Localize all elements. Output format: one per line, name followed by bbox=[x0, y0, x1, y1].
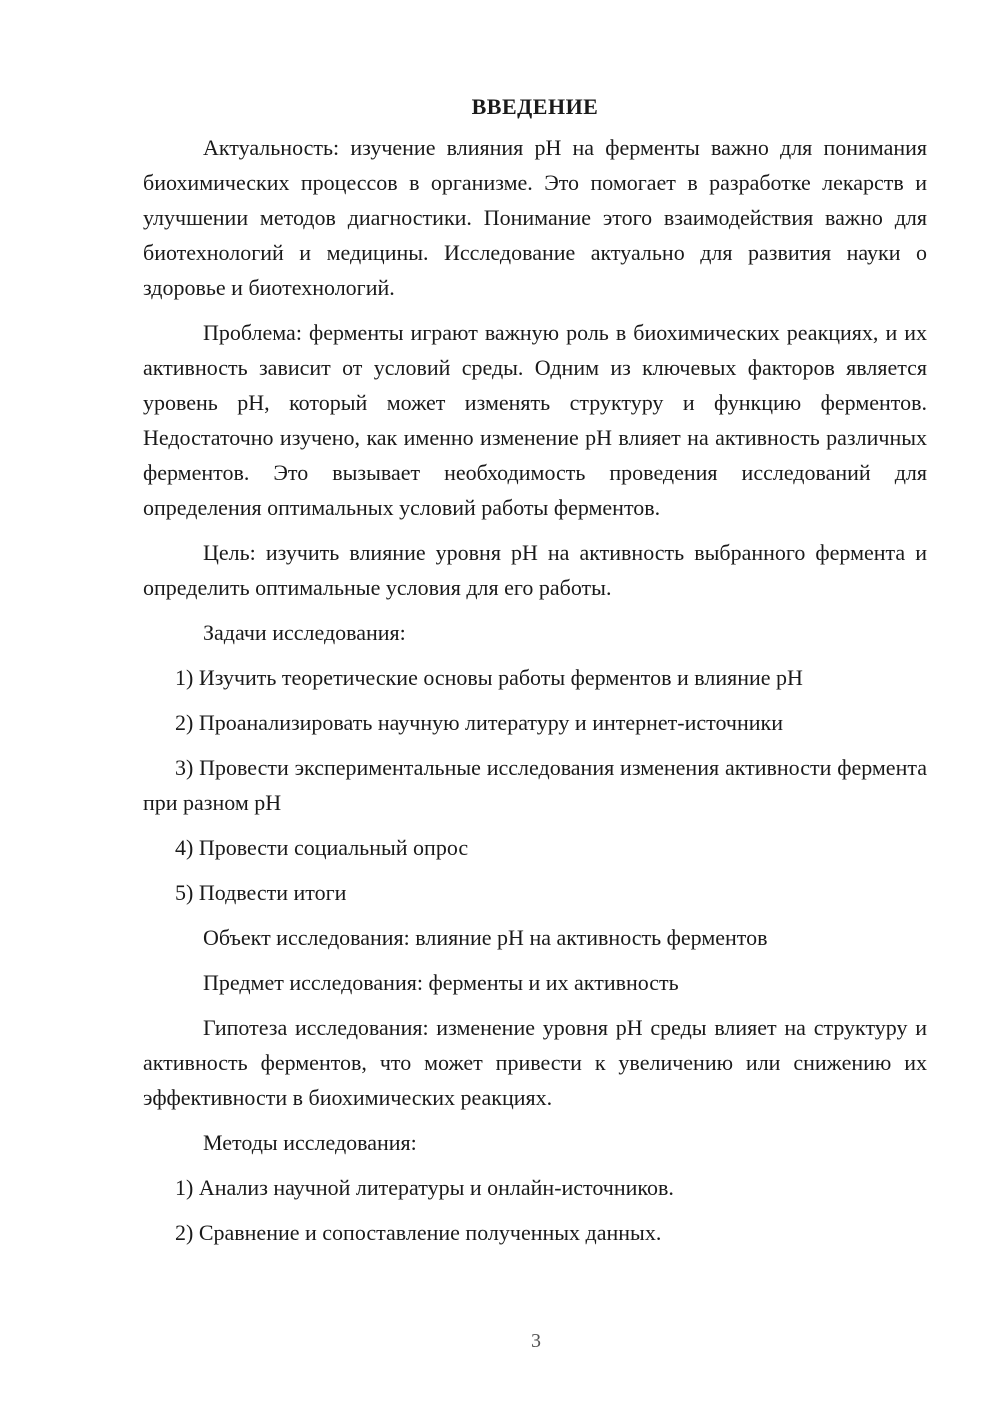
research-subject: Предмет исследования: ферменты и их активность bbox=[203, 970, 679, 995]
task-item: 3) Провести экспериментальные исследования изменения активности фермента при разном pH bbox=[143, 755, 927, 815]
task-item: 5) Подвести итоги bbox=[175, 880, 347, 905]
methods-heading: Методы исследования: bbox=[203, 1130, 417, 1155]
research-object: Объект исследования: влияние pH на активность ферментов bbox=[203, 925, 768, 950]
method-item: 1) Анализ научной литературы и онлайн-источников. bbox=[175, 1175, 674, 1200]
method-item: 2) Сравнение и сопоставление полученных данных. bbox=[175, 1220, 662, 1245]
task-item: 2) Проанализировать научную литературу и интернет-источники bbox=[175, 710, 783, 735]
tasks-heading: Задачи исследования: bbox=[203, 620, 406, 645]
document-page bbox=[143, 90, 927, 1250]
goal-paragraph: Цель: изучить влияние уровня pH на активность выбранного фермента и определить оптимальные условия для его работы. bbox=[143, 540, 927, 600]
hypothesis-paragraph: Гипотеза исследования: изменение уровня pH среды влияет на структуру и активность ферментов, что может привести к увеличению или снижению их эффективности в биохимических реакциях. bbox=[143, 1015, 927, 1110]
task-item: 4) Провести социальный опрос bbox=[175, 835, 469, 860]
page-title: ВВЕДЕНИЕ bbox=[471, 94, 599, 119]
relevance-paragraph: Актуальность: изучение влияния pH на ферменты важно для понимания биохимических процессов в организме. Это помогает в разработке лекарств и улучшении методов диагностики. Понимание этого взаимодействия важно для биотехнологий и медицины. Исследование актуально для развития науки о здоровье и биотехнологий. bbox=[143, 135, 927, 300]
page-number: 3 bbox=[531, 1330, 541, 1352]
problem-paragraph: Проблема: ферменты играют важную роль в биохимических реакциях, и их активность зависит от условий среды. Одним из ключевых факторов является уровень pH, который может изменять структуру и функцию ферментов. Недостаточно изучено, как именно изменение pH влияет на активность различных ферментов. Это вызывает необходимость проведения исследований для определения оптимальных условий работы ферментов. bbox=[143, 320, 927, 520]
task-item: 1) Изучить теоретические основы работы ферментов и влияние pH bbox=[175, 665, 803, 690]
